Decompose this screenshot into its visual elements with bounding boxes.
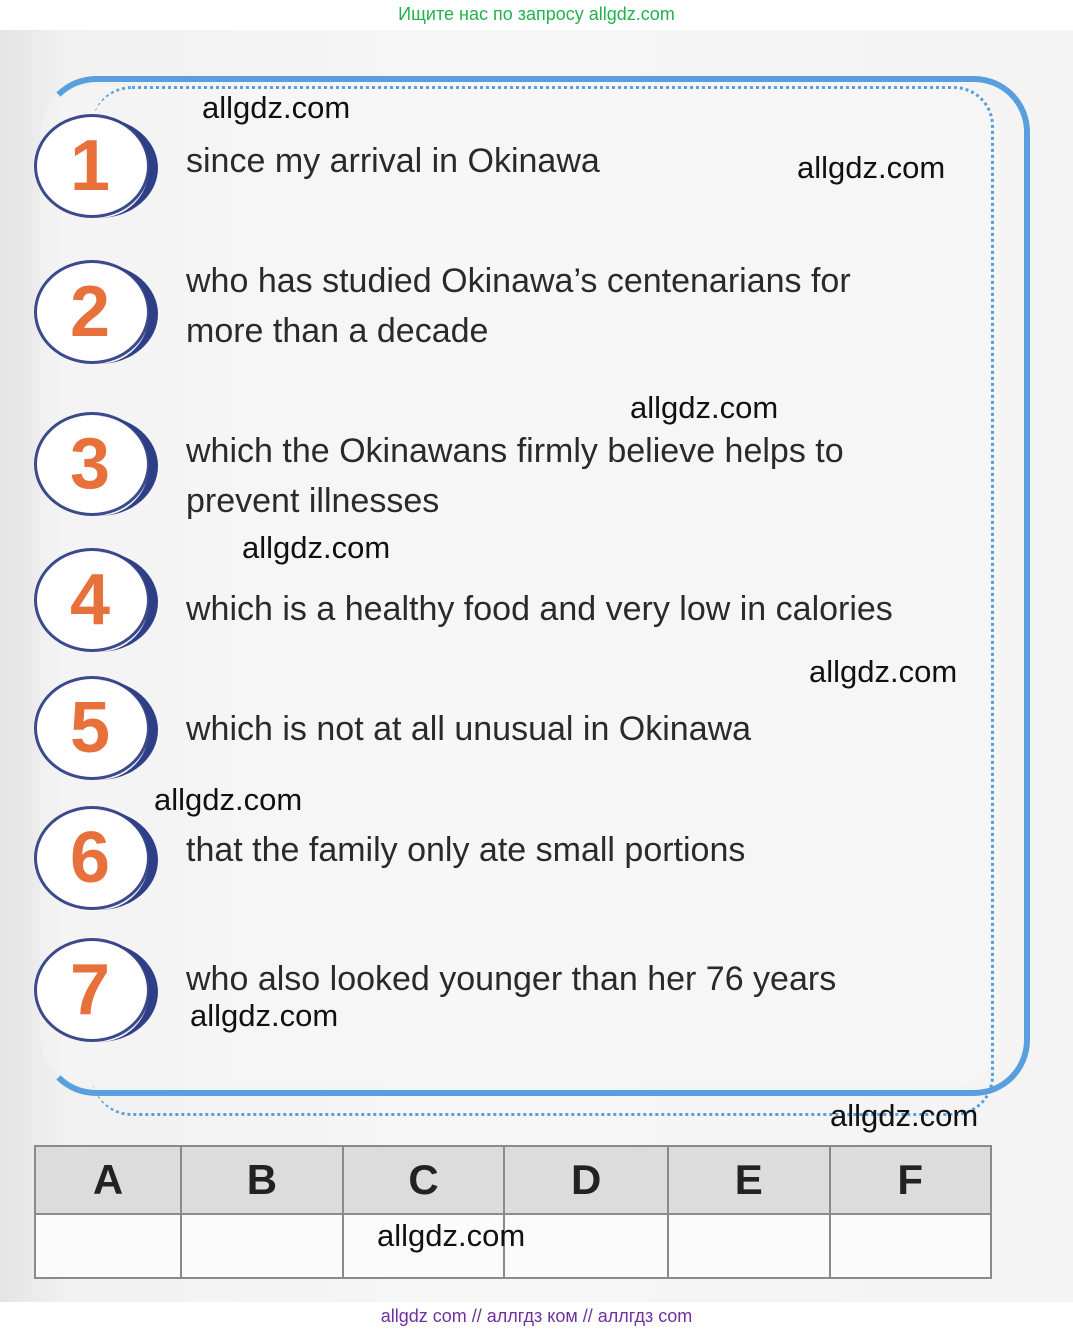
number-1: 1 [69, 126, 111, 206]
answer-cell-f[interactable] [830, 1214, 992, 1278]
number-badge-1 [34, 114, 154, 222]
answer-table-header-row [35, 1146, 991, 1214]
item-text-1: since my arrival in Okinawa [186, 142, 600, 180]
number-badge-3 [34, 412, 154, 520]
watermark: allgdz.com [154, 782, 303, 817]
answer-cell-b[interactable] [181, 1214, 343, 1278]
number-badge-2 [34, 260, 154, 368]
watermark: allgdz.com [830, 1098, 979, 1133]
answer-cell-e[interactable] [668, 1214, 830, 1278]
number-5: 5 [69, 688, 111, 768]
bottom-banner[interactable]: allgdz com // аллгдз ком // аллгдз com [380, 1306, 693, 1326]
number-7: 7 [69, 950, 111, 1030]
watermark: allgdz.com [809, 654, 958, 689]
answer-header-f: F [830, 1146, 992, 1214]
number-badge-6 [34, 806, 154, 914]
answer-header-e: E [668, 1146, 830, 1214]
answer-header-b: B [181, 1146, 343, 1214]
item-text-5: which is not at all unusual in Okinawa [186, 710, 752, 748]
item-text-6: that the family only ate small portions [186, 831, 746, 869]
number-badge-5 [34, 676, 154, 784]
watermark: allgdz.com [797, 150, 946, 185]
watermark: allgdz.com [202, 90, 351, 125]
answer-table [34, 1145, 992, 1279]
answer-header-d: D [504, 1146, 668, 1214]
number-badge-4 [34, 548, 154, 656]
item-text-4: which is a healthy food and very low in calories [186, 590, 893, 628]
answer-cell-d[interactable] [504, 1214, 668, 1278]
watermark: allgdz.com [377, 1218, 526, 1253]
item-text-2: who has studied Okinawa’s centenarians for more than a decade [186, 262, 851, 350]
number-2: 2 [69, 272, 111, 352]
watermark: allgdz.com [242, 530, 391, 565]
item-text-7: who also looked younger than her 76 years [186, 960, 837, 998]
number-3: 3 [69, 424, 111, 504]
number-6: 6 [69, 818, 111, 898]
watermark: allgdz.com [190, 998, 339, 1033]
top-banner[interactable]: Ищите нас по запросу allgdz.com [398, 4, 675, 24]
item-text-3: which the Okinawans firmly believe helps to prevent illnesses [186, 432, 844, 520]
answer-header-c: C [343, 1146, 505, 1214]
number-badge-7 [34, 938, 154, 1046]
watermark: allgdz.com [630, 390, 779, 425]
answer-header-a: A [35, 1146, 181, 1214]
answer-cell-a[interactable] [35, 1214, 181, 1278]
number-4: 4 [69, 560, 111, 640]
